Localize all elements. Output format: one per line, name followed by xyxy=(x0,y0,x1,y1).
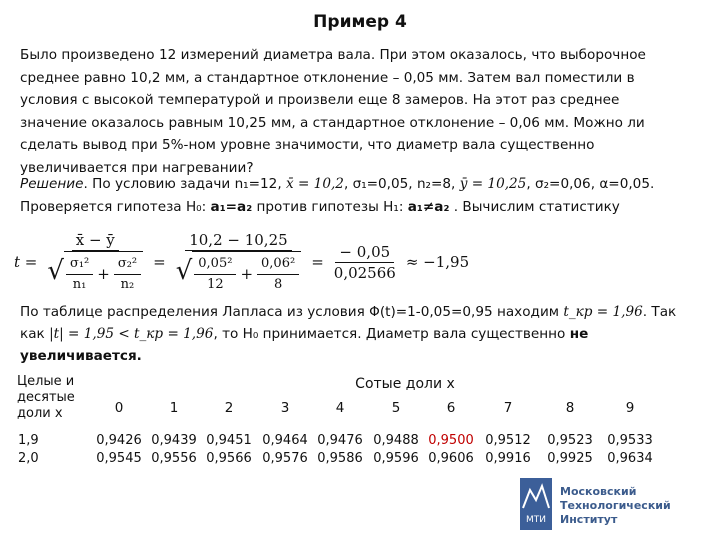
value-2: 0,06² xyxy=(257,254,299,275)
radical-sign: √ xyxy=(47,255,64,286)
solution-text-2: , σ₁=0,05, n₂=8, xyxy=(343,176,456,192)
problem-statement xyxy=(20,44,696,179)
plus-sign: + xyxy=(97,265,110,283)
row-label: 2,0 xyxy=(18,451,39,466)
formula-den-2 xyxy=(172,251,306,295)
formula-num-2: 10,2 − 10,25 xyxy=(185,230,291,251)
column-header: 4 xyxy=(335,400,345,416)
conclusion-text-1-end: . Так xyxy=(642,304,677,320)
row-label: 1,9 xyxy=(18,433,39,448)
h0-expression: a₁=a₂ xyxy=(210,199,253,215)
table-cell: 0,9925 xyxy=(547,451,593,466)
table-cell: 0,9523 xyxy=(547,433,593,448)
value-1: 0,05² xyxy=(194,254,236,275)
column-header: 6 xyxy=(446,400,456,416)
left-header-line: доли x xyxy=(17,406,63,421)
table-cell: 0,9556 xyxy=(151,451,197,466)
solution-text-3: , σ₂=0,06, α=0,05. xyxy=(526,176,655,192)
hypothesis-text-3: . Вычислим статистику xyxy=(449,199,620,215)
conclusion-line-3: увеличивается. xyxy=(20,348,142,364)
sqrt-2 xyxy=(176,251,302,295)
sample-mean-y: ȳ = 10,25 xyxy=(459,176,527,192)
column-header: 1 xyxy=(169,400,179,416)
column-header: 7 xyxy=(503,400,513,416)
formula-den-3: 0,02566 xyxy=(333,263,396,282)
table-cell: 0,9439 xyxy=(151,433,197,448)
t-critical: t_кр = 1,96 xyxy=(563,304,643,320)
n1: n₁ xyxy=(72,276,87,292)
conclusion-text-2-start: как xyxy=(20,326,45,342)
sigma2: σ₂² xyxy=(114,254,141,275)
radical-sign: √ xyxy=(175,255,193,286)
solution-text-1: . По условию задачи n₁=12, xyxy=(83,176,282,192)
sigma1: σ₁² xyxy=(66,254,93,275)
sqrt-body-2 xyxy=(192,251,301,295)
hypothesis-text-1: Проверяется гипотеза H₀: xyxy=(20,199,211,215)
column-header: 2 xyxy=(224,400,234,416)
logo-line: Институт xyxy=(560,513,618,526)
plus-sign: + xyxy=(240,265,254,283)
table-cell: 0,9596 xyxy=(373,451,419,466)
count-2: 8 xyxy=(273,276,283,292)
sigma1-frac xyxy=(66,254,93,295)
hypothesis-text-2: против гипотезы H₁: xyxy=(252,199,408,215)
table-cell: 0,9576 xyxy=(262,451,308,466)
formula-den-1 xyxy=(43,251,147,295)
formula-fraction-3 xyxy=(330,242,400,283)
table-cell: 0,9500 xyxy=(428,433,474,448)
conclusion-bold-1: не xyxy=(569,326,589,342)
table-cell: 0,9451 xyxy=(206,433,252,448)
sqrt-1 xyxy=(47,251,143,295)
solution-line xyxy=(20,176,654,192)
logo-name xyxy=(560,485,671,527)
left-header-line: десятые xyxy=(17,390,75,405)
sqrt-body-1 xyxy=(64,251,143,295)
logo-badge-text: МТИ xyxy=(526,515,546,525)
table-cell: 0,9606 xyxy=(428,451,474,466)
problem-line: условия с высокой температурой и произвели еще 8 замеров. На этот раз среднее xyxy=(20,92,620,108)
conclusion-text-1: По таблице распределения Лапласа из условия Φ(t)=1-0,05=0,95 находим xyxy=(20,304,560,320)
table-cell: 0,9476 xyxy=(317,433,363,448)
solution-label: Решение xyxy=(20,176,84,192)
column-header: 0 xyxy=(114,400,124,416)
logo-emblem xyxy=(520,478,552,530)
table-cell: 0,9464 xyxy=(262,433,308,448)
table-cell: 0,9512 xyxy=(485,433,531,448)
table-main-header: Сотые доли x xyxy=(355,376,455,392)
v2-frac xyxy=(257,254,299,295)
count-1: 12 xyxy=(207,276,224,292)
table-cell: 0,9586 xyxy=(317,451,363,466)
comparison-condition: |t| = 1,95 < t_кр = 1,96 xyxy=(49,326,214,342)
column-header: 8 xyxy=(565,400,575,416)
column-header: 9 xyxy=(625,400,635,416)
problem-line: Было произведено 12 измерений диаметра вала. При этом оказалось, что выборочное xyxy=(20,47,646,63)
table-cell: 0,9634 xyxy=(607,451,653,466)
conclusion-text-2-end: , то H₀ принимается. Диаметр вала существенно xyxy=(213,326,566,342)
formula-fraction-1 xyxy=(43,230,147,295)
h1-expression: a₁≠a₂ xyxy=(407,199,450,215)
logo-mountain-icon xyxy=(520,478,552,512)
t-statistic-formula xyxy=(14,222,469,302)
logo-line: Московский xyxy=(560,485,637,498)
table-cell: 0,9533 xyxy=(607,433,653,448)
table-cell: 0,9545 xyxy=(96,451,142,466)
sigma2-frac xyxy=(114,254,141,295)
table-cell: 0,9566 xyxy=(206,451,252,466)
problem-line: среднее равно 10,2 мм, а стандартное отклонение – 0,05 мм. Затем вал поместили в xyxy=(20,69,635,86)
table-cell: 0,9916 xyxy=(485,451,531,466)
problem-line: значение оказалось равным 10,25 мм, а стандартное отклонение – 0,06 мм. Можно ли xyxy=(20,114,645,131)
conclusion-line-1 xyxy=(20,304,676,320)
n2: n₂ xyxy=(120,276,135,292)
equals-1: = xyxy=(153,253,166,271)
table-cell: 0,9488 xyxy=(373,433,419,448)
table-left-header xyxy=(15,374,111,430)
formula-num-1: x̄ − ȳ xyxy=(72,230,119,251)
table-cell: 0,9426 xyxy=(96,433,142,448)
laplace-table xyxy=(15,374,703,468)
result-value: ≈ −1,95 xyxy=(405,253,470,271)
formula-fraction-2 xyxy=(172,230,306,295)
equals-2: = xyxy=(311,253,324,271)
conclusion-line-2 xyxy=(20,326,588,342)
v1-frac xyxy=(194,254,236,295)
problem-line: увеличивается при нагревании? xyxy=(20,159,254,176)
slide-title: Пример 4 xyxy=(313,12,407,32)
logo-line: Технологический xyxy=(560,499,671,512)
problem-line: сделать вывод при 5%-ном уровне значимости, что диаметр вала существенно xyxy=(20,137,595,153)
left-header-line: Целые и xyxy=(17,374,75,389)
sample-mean-x: x̄ = 10,2 xyxy=(285,176,344,192)
table-row xyxy=(15,432,703,450)
hypothesis-line xyxy=(20,199,620,215)
column-header: 5 xyxy=(391,400,401,416)
formula-t: t = xyxy=(14,253,38,271)
formula-num-3: − 0,05 xyxy=(335,242,394,263)
column-header: 3 xyxy=(280,400,290,416)
table-row xyxy=(15,450,703,468)
